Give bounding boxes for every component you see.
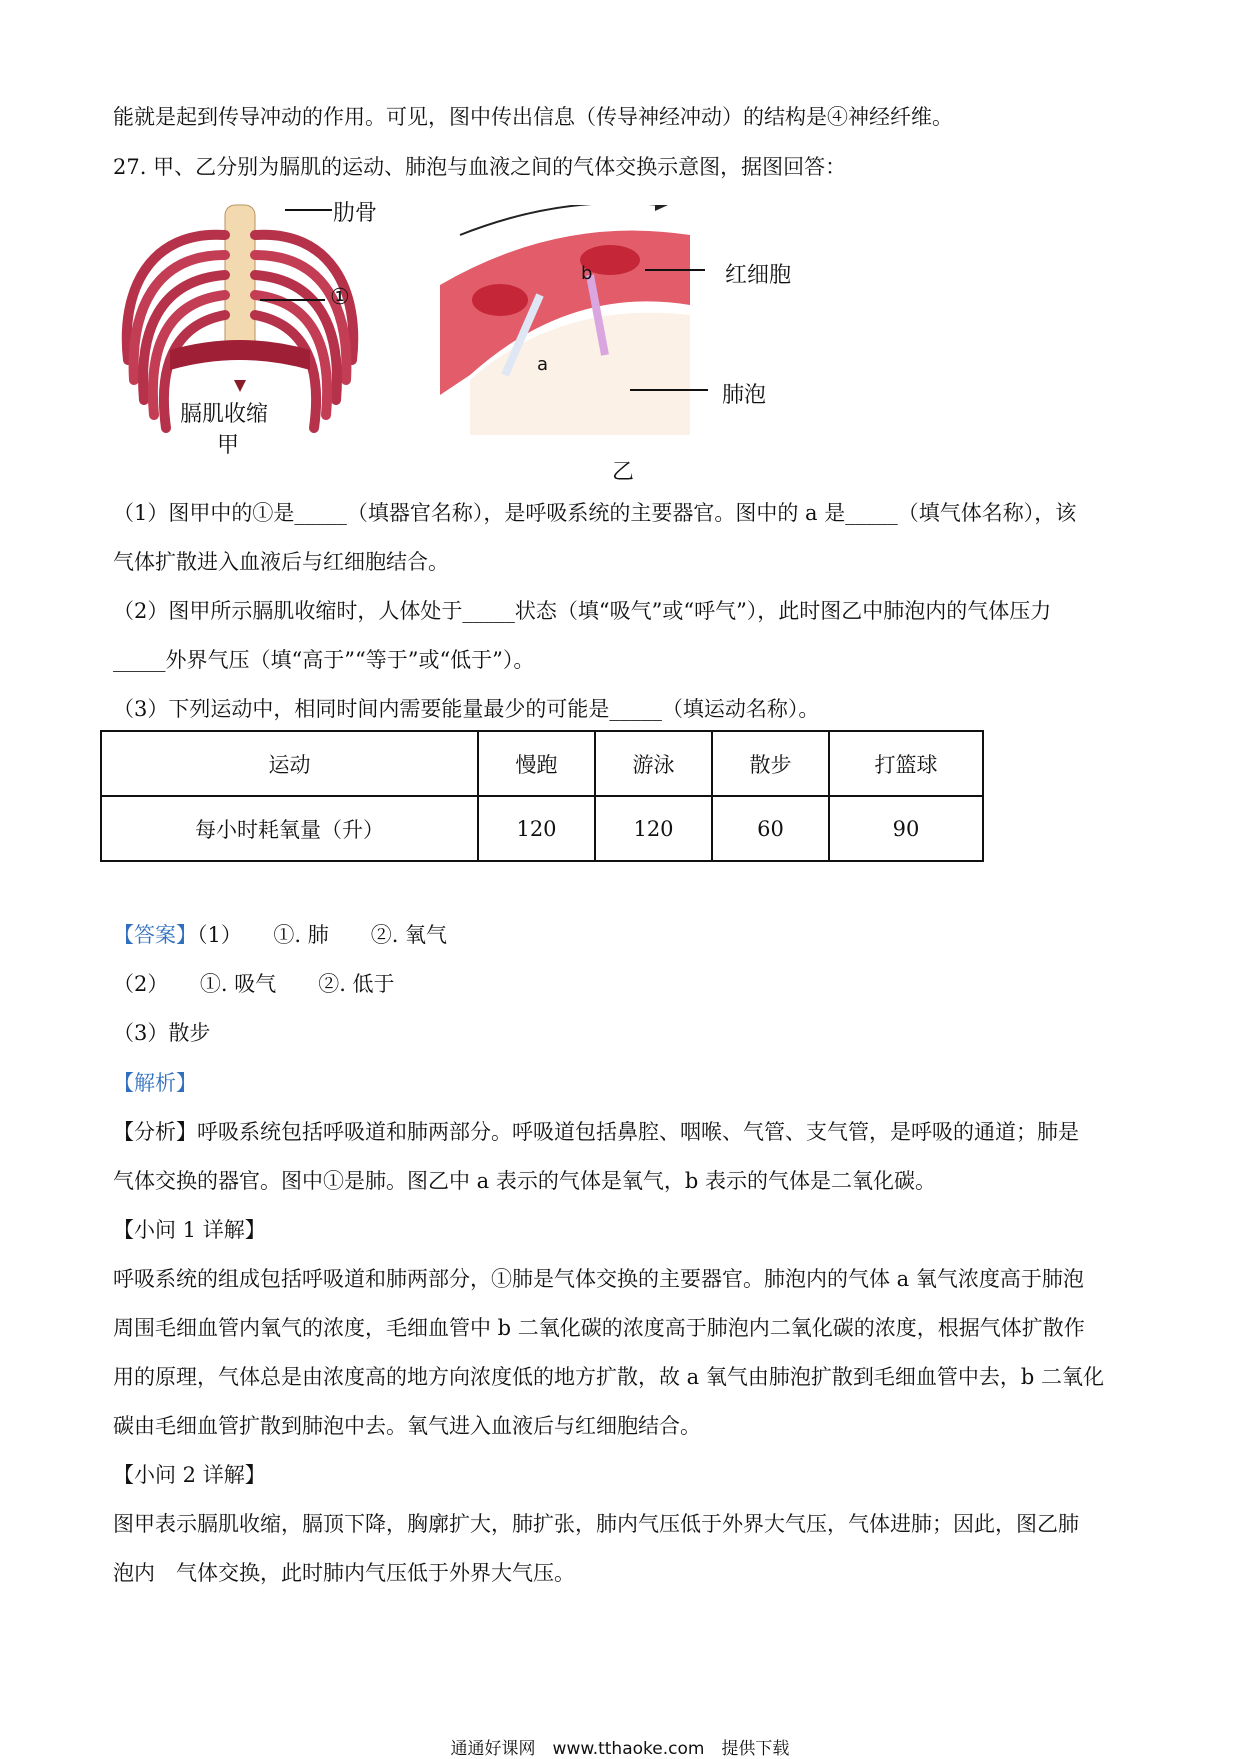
question-2-line-2: _____外界气压（填“高于”“等于”或“低于”）。 (113, 648, 535, 672)
diaphragm (170, 340, 310, 370)
label-alveolus: 肺泡 (722, 383, 767, 408)
question-27: 27. 甲、乙分别为膈肌的运动、肺泡与血液之间的气体交换示意图，据图回答： (113, 155, 847, 179)
question-3: （3）下列运动中，相同时间内需要能量最少的可能是_____（填运动名称）。 (113, 697, 820, 721)
oxygen-consumption-table (100, 730, 984, 862)
answer-1: （1） ①. 肺 ②. 氧气 (197, 923, 448, 947)
text-line-1: 能就是起到传导冲动的作用。可见，图中传出信息（传导神经冲动）的结构是④神经纤维。 (113, 105, 953, 129)
question-2-line-1: （2）图甲所示膈肌收缩时，人体处于_____状态（填“吸气”或“呼气”），此时图乙中肺泡内的气体压力 (113, 599, 1052, 623)
label-a: a (537, 354, 549, 375)
subquestion-1-title: 【小问 1 详解】 (113, 1218, 266, 1242)
table-cell: 90 (829, 796, 983, 861)
subquestion-2-line-1: 图甲表示膈肌收缩，膈顶下降，胸廓扩大，肺扩张，肺内气压低于外界大气压，气体进肺；因此，图乙肺 (113, 1512, 1079, 1536)
table-header-cell: 慢跑 (478, 731, 595, 796)
table-cell: 120 (595, 796, 712, 861)
figure-yi (440, 205, 720, 435)
analysis-line-1: 【分析】呼吸系统包括呼吸道和肺两部分。呼吸道包括鼻腔、咽喉、气管、支气管，是呼吸的通道；肺是 (113, 1120, 1079, 1144)
answer-line-1 (113, 920, 447, 950)
sternum (225, 205, 255, 355)
answer-2: （2） ①. 吸气 ②. 低于 (113, 972, 395, 996)
table-header-cell: 打篮球 (829, 731, 983, 796)
footer-source: 通通好课网 www.tthaoke.com 提供下载 (450, 1739, 790, 1759)
table-row (101, 796, 983, 861)
question-1-line-1: （1）图甲中的①是_____（填器官名称），是呼吸系统的主要器官。图中的 a 是_____（填气体名称），该 (113, 501, 1077, 525)
down-arrow-icon (234, 380, 246, 392)
table-header-cell: 运动 (101, 731, 478, 796)
flow-arrow (460, 205, 660, 235)
flow-arrow-head (655, 205, 668, 211)
table-header-row (101, 731, 983, 796)
subquestion-1-line-3: 用的原理，气体总是由浓度高的地方向浓度低的地方扩散，故 a 氧气由肺泡扩散到毛细血管中去，b 二氧化 (113, 1365, 1104, 1389)
subquestion-1-line-4: 碳由毛细血管扩散到肺泡中去。氧气进入血液后与红细胞结合。 (113, 1414, 701, 1438)
table-header-cell: 散步 (712, 731, 829, 796)
label-jia: 甲 (217, 433, 240, 458)
label-rib: 肋骨 (333, 201, 378, 226)
figure-jia (110, 200, 410, 490)
table-cell: 120 (478, 796, 595, 861)
label-red-blood-cell: 红细胞 (725, 263, 792, 288)
red-blood-cell (472, 284, 528, 316)
question-1-line-2: 气体扩散进入血液后与红细胞结合。 (113, 550, 449, 574)
subquestion-2-title: 【小问 2 详解】 (113, 1463, 266, 1487)
table-row-label: 每小时耗氧量（升） (101, 796, 478, 861)
subquestion-1-line-2: 周围毛细血管内氧气的浓度，毛细血管中 b 二氧化碳的浓度高于肺泡内二氧化碳的浓度，根据气体扩散作 (113, 1316, 1085, 1340)
answer-3: （3）散步 (113, 1021, 211, 1045)
subquestion-1-line-1: 呼吸系统的组成包括呼吸道和肺两部分，①肺是气体交换的主要器官。肺泡内的气体 a 氧气浓度高于肺泡 (113, 1267, 1084, 1291)
table-cell: 60 (712, 796, 829, 861)
label-diaphragm-contraction: 膈肌收缩 (180, 402, 269, 427)
label-b: b (581, 263, 593, 284)
table-header-cell: 游泳 (595, 731, 712, 796)
analysis-line-2: 气体交换的器官。图中①是肺。图乙中 a 表示的气体是氧气，b 表示的气体是二氧化碳。 (113, 1169, 936, 1193)
analysis-tag: 【解析】 (113, 1071, 197, 1095)
answer-tag: 【答案】 (113, 923, 197, 947)
label-circle-1: ① (330, 285, 350, 310)
label-yi: 乙 (612, 460, 635, 485)
subquestion-2-line-2: 泡内 气体交换，此时肺内气压低于外界大气压。 (113, 1561, 575, 1585)
